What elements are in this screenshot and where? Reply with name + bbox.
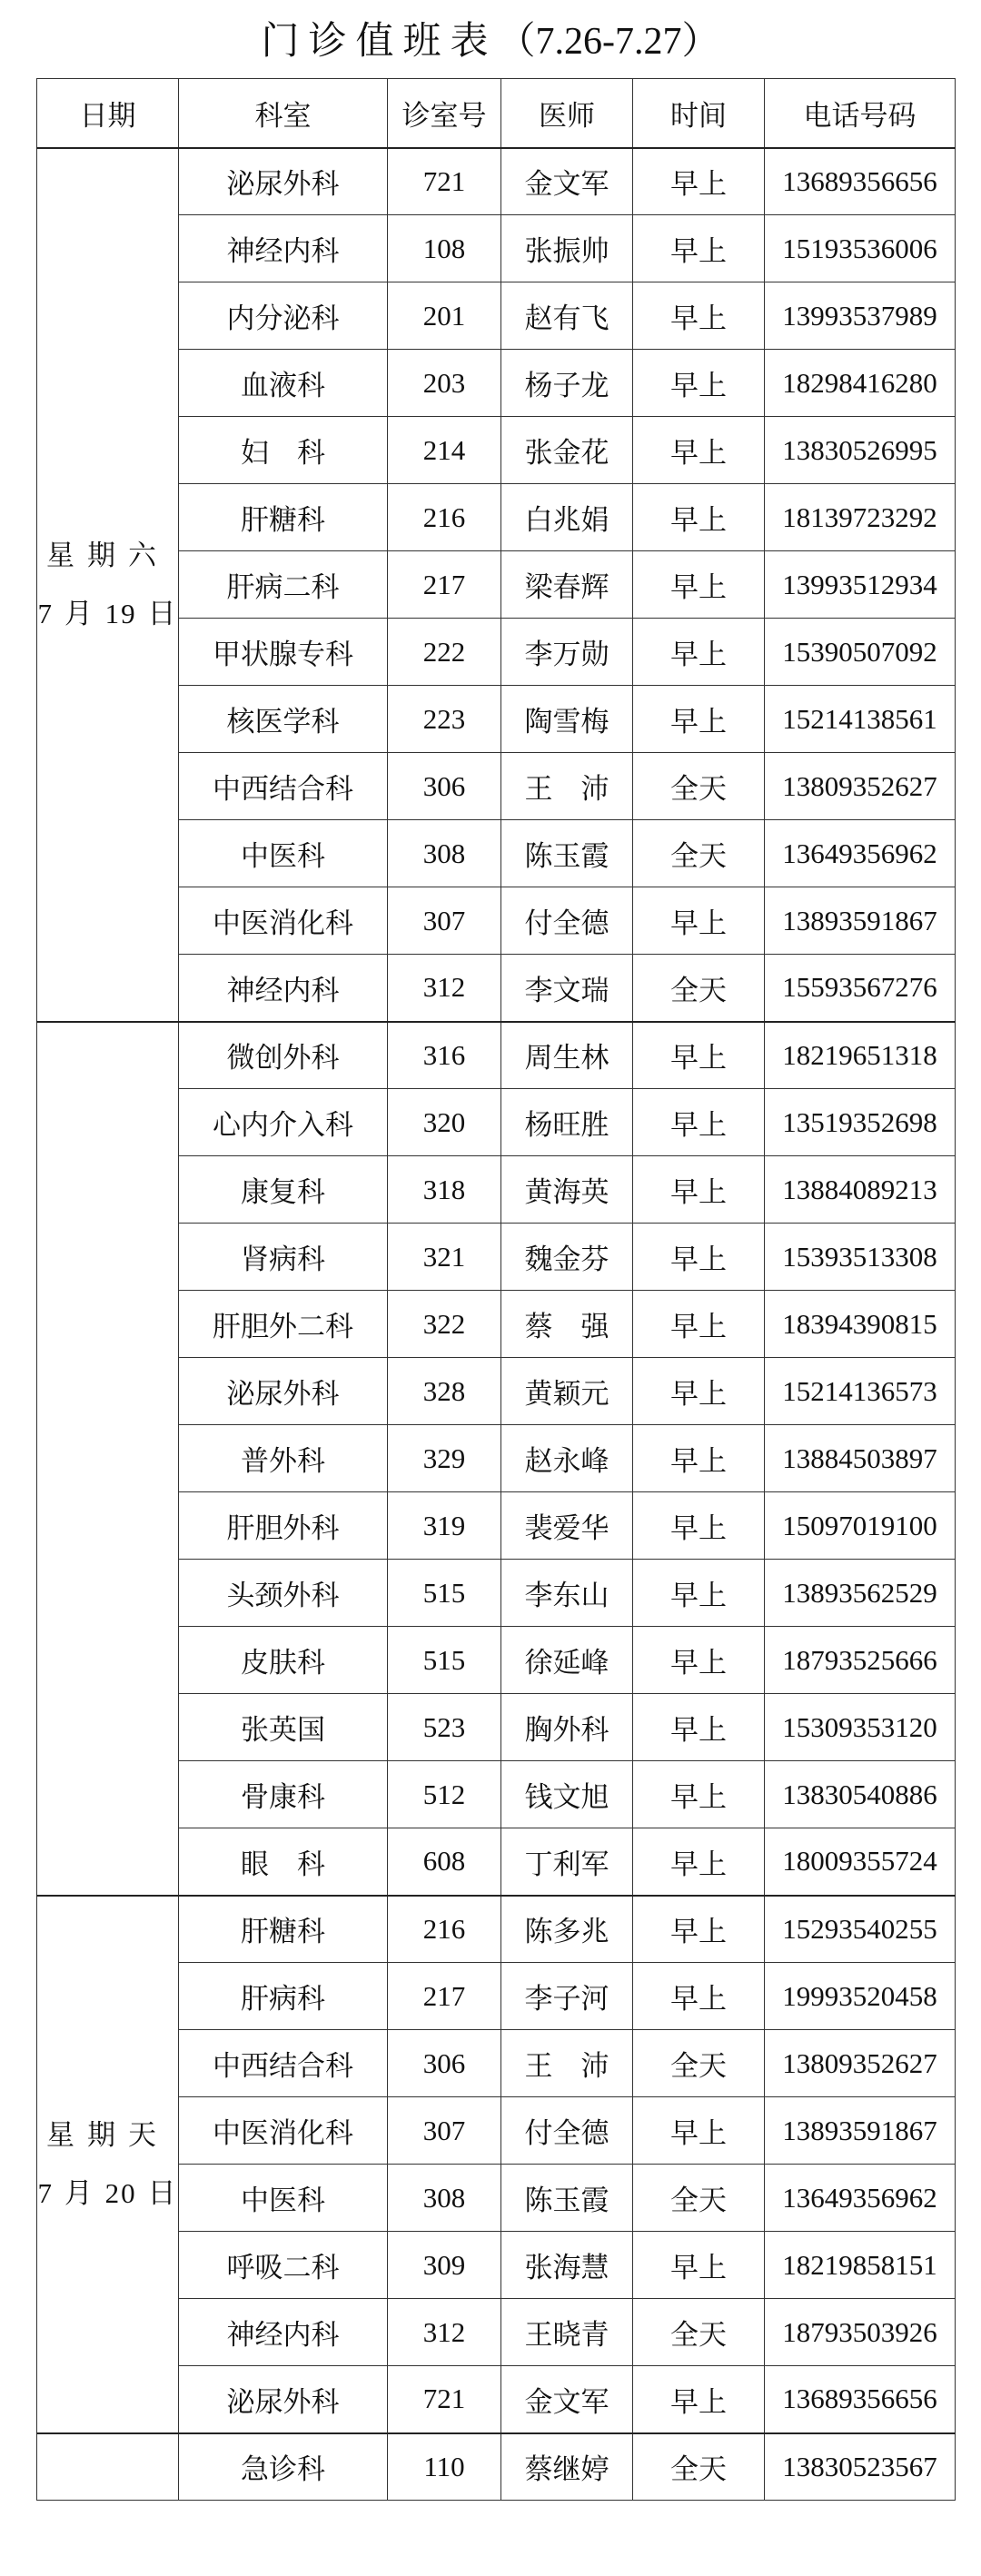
phone-cell: 13893591867 — [765, 887, 956, 955]
doctor-cell: 李东山 — [501, 1560, 633, 1627]
phone-cell: 15293540255 — [765, 1896, 956, 1963]
time-cell: 早上 — [633, 2366, 765, 2433]
department-cell: 中西结合科 — [179, 2030, 388, 2097]
room-cell: 316 — [388, 1022, 501, 1089]
doctor-cell: 丁利军 — [501, 1828, 633, 1896]
date-part-date: 19 — [104, 597, 137, 629]
date-part-month: 7 — [37, 597, 54, 629]
time-cell: 早上 — [633, 1089, 765, 1156]
room-cell: 515 — [388, 1560, 501, 1627]
time-cell: 全天 — [633, 820, 765, 887]
doctor-cell: 陈玉霞 — [501, 2165, 633, 2232]
duty-roster-table — [36, 78, 956, 2501]
department-cell: 血液科 — [179, 350, 388, 417]
phone-cell: 13809352627 — [765, 2030, 956, 2097]
doctor-cell: 陶雪梅 — [501, 686, 633, 753]
room-cell: 328 — [388, 1358, 501, 1425]
doctor-cell: 赵永峰 — [501, 1425, 633, 1492]
room-cell: 216 — [388, 484, 501, 551]
department-cell: 内分泌科 — [179, 282, 388, 350]
room-cell: 203 — [388, 350, 501, 417]
room-cell: 306 — [388, 753, 501, 820]
time-cell: 全天 — [633, 2165, 765, 2232]
doctor-cell: 赵有飞 — [501, 282, 633, 350]
room-cell: 223 — [388, 686, 501, 753]
department-cell: 肝胆外科 — [179, 1492, 388, 1560]
title-text: 门诊值班表 — [261, 18, 498, 63]
table-row — [37, 1896, 956, 1963]
phone-cell: 15593567276 — [765, 955, 956, 1022]
department-cell: 呼吸二科 — [179, 2232, 388, 2299]
room-cell: 307 — [388, 887, 501, 955]
phone-cell: 15214138561 — [765, 686, 956, 753]
doctor-cell: 李子河 — [501, 1963, 633, 2030]
department-cell: 泌尿外科 — [179, 1358, 388, 1425]
room-cell: 308 — [388, 820, 501, 887]
department-cell: 头颈外科 — [179, 1560, 388, 1627]
time-cell: 早上 — [633, 619, 765, 686]
room-cell: 110 — [388, 2433, 501, 2501]
date-cell — [37, 1022, 179, 1896]
date-cell — [37, 1896, 179, 2433]
phone-cell: 15097019100 — [765, 1492, 956, 1560]
date-cell — [37, 2433, 179, 2501]
room-cell: 319 — [388, 1492, 501, 1560]
weekday-label: 星期六 — [46, 539, 169, 572]
room-cell: 329 — [388, 1425, 501, 1492]
time-cell: 全天 — [633, 2433, 765, 2501]
room-cell: 308 — [388, 2165, 501, 2232]
table-row — [37, 2433, 956, 2501]
room-cell: 306 — [388, 2030, 501, 2097]
doctor-cell: 付全德 — [501, 887, 633, 955]
date-part-month-label: 月 — [64, 2176, 94, 2210]
room-cell: 318 — [388, 1156, 501, 1224]
room-cell: 108 — [388, 215, 501, 282]
time-cell: 早上 — [633, 282, 765, 350]
weekday-label: 星期天 — [46, 2118, 169, 2152]
department-cell: 肝病二科 — [179, 551, 388, 619]
phone-cell: 15309353120 — [765, 1694, 956, 1761]
doctor-cell: 蔡继婷 — [501, 2433, 633, 2501]
time-cell: 早上 — [633, 1358, 765, 1425]
table-row — [37, 1022, 956, 1089]
phone-cell: 13649356962 — [765, 2165, 956, 2232]
doctor-cell: 蔡 强 — [501, 1291, 633, 1358]
time-cell: 全天 — [633, 753, 765, 820]
doctor-cell: 白兆娟 — [501, 484, 633, 551]
phone-cell: 18009355724 — [765, 1828, 956, 1896]
header-room: 诊室号 — [388, 79, 501, 148]
phone-cell: 13993512934 — [765, 551, 956, 619]
time-cell: 早上 — [633, 1492, 765, 1560]
time-cell: 早上 — [633, 1156, 765, 1224]
time-cell: 早上 — [633, 2097, 765, 2165]
doctor-cell: 徐延峰 — [501, 1627, 633, 1694]
doctor-cell: 杨旺胜 — [501, 1089, 633, 1156]
time-cell: 早上 — [633, 551, 765, 619]
time-cell: 早上 — [633, 148, 765, 215]
doctor-cell: 梁春辉 — [501, 551, 633, 619]
time-cell: 早上 — [633, 686, 765, 753]
time-cell: 早上 — [633, 1291, 765, 1358]
doctor-cell: 李文瑞 — [501, 955, 633, 1022]
phone-cell: 18219651318 — [765, 1022, 956, 1089]
phone-cell: 13893562529 — [765, 1560, 956, 1627]
department-cell: 心内介入科 — [179, 1089, 388, 1156]
phone-cell: 13519352698 — [765, 1089, 956, 1156]
phone-cell: 13689356656 — [765, 148, 956, 215]
room-cell: 217 — [388, 1963, 501, 2030]
header-time: 时间 — [633, 79, 765, 148]
time-cell: 早上 — [633, 215, 765, 282]
time-cell: 全天 — [633, 955, 765, 1022]
department-cell: 泌尿外科 — [179, 148, 388, 215]
doctor-cell: 张海慧 — [501, 2232, 633, 2299]
table-row — [37, 148, 956, 215]
department-cell: 中医科 — [179, 2165, 388, 2232]
header-department: 科室 — [179, 79, 388, 148]
doctor-cell: 黄颖元 — [501, 1358, 633, 1425]
doctor-cell: 裴爱华 — [501, 1492, 633, 1560]
doctor-cell: 王 沛 — [501, 2030, 633, 2097]
header-row — [37, 79, 956, 148]
doctor-cell: 杨子龙 — [501, 350, 633, 417]
time-cell: 早上 — [633, 1761, 765, 1828]
phone-cell: 13689356656 — [765, 2366, 956, 2433]
time-cell: 早上 — [633, 350, 765, 417]
time-cell: 早上 — [633, 2232, 765, 2299]
phone-cell: 13809352627 — [765, 753, 956, 820]
phone-cell: 18793503926 — [765, 2299, 956, 2366]
room-cell: 217 — [388, 551, 501, 619]
doctor-cell: 张金花 — [501, 417, 633, 484]
time-cell: 早上 — [633, 1896, 765, 1963]
doctor-cell: 付全德 — [501, 2097, 633, 2165]
department-cell: 核医学科 — [179, 686, 388, 753]
time-cell: 全天 — [633, 2030, 765, 2097]
time-cell: 早上 — [633, 887, 765, 955]
department-cell: 中医消化科 — [179, 887, 388, 955]
room-cell: 721 — [388, 148, 501, 215]
department-cell: 骨康科 — [179, 1761, 388, 1828]
department-cell: 微创外科 — [179, 1022, 388, 1089]
room-cell: 320 — [388, 1089, 501, 1156]
department-cell: 神经内科 — [179, 2299, 388, 2366]
department-cell: 肝糖科 — [179, 1896, 388, 1963]
date-part-date-label: 日 — [147, 2176, 178, 2210]
phone-cell: 18298416280 — [765, 350, 956, 417]
doctor-cell: 王 沛 — [501, 753, 633, 820]
month-day-label — [37, 2165, 178, 2223]
doctor-cell: 金文军 — [501, 2366, 633, 2433]
time-cell: 早上 — [633, 417, 765, 484]
date-part-date: 20 — [104, 2176, 137, 2209]
doctor-cell: 陈多兆 — [501, 1896, 633, 1963]
department-cell: 肝胆外二科 — [179, 1291, 388, 1358]
doctor-cell: 魏金芬 — [501, 1224, 633, 1291]
department-cell: 神经内科 — [179, 215, 388, 282]
roster-body — [37, 148, 956, 2501]
phone-cell: 15193536006 — [765, 215, 956, 282]
phone-cell: 13830523567 — [765, 2433, 956, 2501]
time-cell: 早上 — [633, 484, 765, 551]
department-cell: 皮肤科 — [179, 1627, 388, 1694]
date-cell — [37, 148, 179, 1022]
phone-cell: 15214136573 — [765, 1358, 956, 1425]
doctor-cell: 李万勋 — [501, 619, 633, 686]
phone-cell: 18793525666 — [765, 1627, 956, 1694]
doctor-cell: 周生林 — [501, 1022, 633, 1089]
department-cell: 肝糖科 — [179, 484, 388, 551]
time-cell: 早上 — [633, 1425, 765, 1492]
phone-cell: 18139723292 — [765, 484, 956, 551]
phone-cell: 13993537989 — [765, 282, 956, 350]
department-cell: 康复科 — [179, 1156, 388, 1224]
doctor-cell: 金文军 — [501, 148, 633, 215]
department-cell: 急诊科 — [179, 2433, 388, 2501]
phone-cell: 13884089213 — [765, 1156, 956, 1224]
room-cell: 309 — [388, 2232, 501, 2299]
department-cell: 甲状腺专科 — [179, 619, 388, 686]
department-cell: 妇 科 — [179, 417, 388, 484]
time-cell: 全天 — [633, 2299, 765, 2366]
room-cell: 307 — [388, 2097, 501, 2165]
room-cell: 312 — [388, 955, 501, 1022]
time-cell: 早上 — [633, 1627, 765, 1694]
room-cell: 216 — [388, 1896, 501, 1963]
room-cell: 214 — [388, 417, 501, 484]
room-cell: 322 — [388, 1291, 501, 1358]
time-cell: 早上 — [633, 1224, 765, 1291]
date-part-date-label: 日 — [147, 597, 178, 630]
phone-cell: 13893591867 — [765, 2097, 956, 2165]
phone-cell: 15393513308 — [765, 1224, 956, 1291]
phone-cell: 15390507092 — [765, 619, 956, 686]
phone-cell: 13830526995 — [765, 417, 956, 484]
phone-cell: 13884503897 — [765, 1425, 956, 1492]
phone-cell: 18219858151 — [765, 2232, 956, 2299]
room-cell: 515 — [388, 1627, 501, 1694]
department-cell: 眼 科 — [179, 1828, 388, 1896]
room-cell: 321 — [388, 1224, 501, 1291]
doctor-cell: 黄海英 — [501, 1156, 633, 1224]
department-cell: 普外科 — [179, 1425, 388, 1492]
month-day-label — [37, 585, 178, 643]
date-part-month: 7 — [37, 2176, 54, 2209]
doctor-cell: 王晓青 — [501, 2299, 633, 2366]
title-date-range: （7.26-7.27） — [497, 21, 720, 63]
time-cell: 早上 — [633, 1022, 765, 1089]
department-cell: 中医消化科 — [179, 2097, 388, 2165]
phone-cell: 18394390815 — [765, 1291, 956, 1358]
phone-cell: 19993520458 — [765, 1963, 956, 2030]
time-cell: 早上 — [633, 1694, 765, 1761]
header-doctor: 医师 — [501, 79, 633, 148]
phone-cell: 13830540886 — [765, 1761, 956, 1828]
doctor-cell: 钱文旭 — [501, 1761, 633, 1828]
time-cell: 早上 — [633, 1560, 765, 1627]
department-cell: 肝病科 — [179, 1963, 388, 2030]
department-cell: 中医科 — [179, 820, 388, 887]
date-part-month-label: 月 — [64, 597, 94, 630]
department-cell: 中西结合科 — [179, 753, 388, 820]
department-cell: 张英国 — [179, 1694, 388, 1761]
room-cell: 721 — [388, 2366, 501, 2433]
doctor-cell: 胸外科 — [501, 1694, 633, 1761]
room-cell: 201 — [388, 282, 501, 350]
department-cell: 泌尿外科 — [179, 2366, 388, 2433]
room-cell: 222 — [388, 619, 501, 686]
page-title — [0, 9, 981, 73]
time-cell: 早上 — [633, 1828, 765, 1896]
doctor-cell: 张振帅 — [501, 215, 633, 282]
department-cell: 肾病科 — [179, 1224, 388, 1291]
header-date: 日期 — [37, 79, 179, 148]
room-cell: 523 — [388, 1694, 501, 1761]
phone-cell: 13649356962 — [765, 820, 956, 887]
room-cell: 512 — [388, 1761, 501, 1828]
doctor-cell: 陈玉霞 — [501, 820, 633, 887]
department-cell: 神经内科 — [179, 955, 388, 1022]
header-phone: 电话号码 — [765, 79, 956, 148]
room-cell: 608 — [388, 1828, 501, 1896]
room-cell: 312 — [388, 2299, 501, 2366]
time-cell: 早上 — [633, 1963, 765, 2030]
